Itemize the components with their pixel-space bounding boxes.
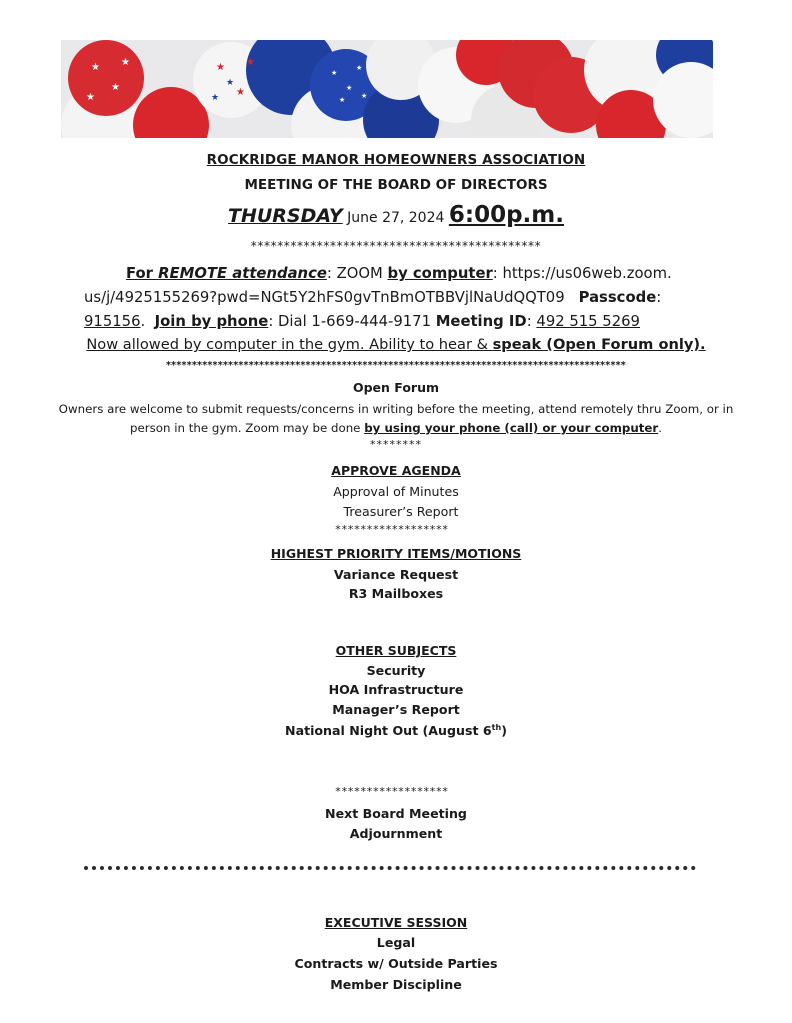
other-subjects-title: OTHER SUBJECTS xyxy=(335,643,457,658)
svg-text:★: ★ xyxy=(339,96,346,104)
in-person-notice: Now allowed by computer in the gym. Ability to hear & speak (Open Forum only). xyxy=(86,336,706,353)
svg-text:★: ★ xyxy=(111,82,120,93)
priority-item: Variance Request xyxy=(333,567,459,582)
svg-text:★: ★ xyxy=(91,62,100,73)
open-forum-text: Owners are welcome to submit requests/concerns in writing before the meeting, attend remotely thru Zoom, or in person in the gym. Zoom may be done by using your phone (call) or your computer. xyxy=(58,402,734,435)
join-by-phone-label: Join by phone xyxy=(154,313,269,330)
svg-text:★: ★ xyxy=(356,64,363,72)
star-divider: ****************** xyxy=(335,785,449,798)
svg-text:★: ★ xyxy=(346,84,353,92)
star-divider: ****************** xyxy=(335,523,449,536)
svg-text:★: ★ xyxy=(211,93,220,103)
meeting-dateline xyxy=(0,202,792,228)
dial-number: : Dial 1-669-444-9171 xyxy=(268,313,436,330)
svg-text:★: ★ xyxy=(216,62,225,73)
svg-text:★: ★ xyxy=(331,69,338,77)
next-meeting-item: Next Board Meeting xyxy=(325,806,467,821)
meeting-id-value: 492 515 5269 xyxy=(536,313,640,330)
other-item-national-night-out: National Night Out (August 6th) xyxy=(285,723,507,739)
star-divider: ******************************************** xyxy=(250,239,542,253)
dotted-separator xyxy=(84,866,696,870)
meeting-date: June 27, 2024 xyxy=(347,210,445,226)
priority-title: HIGHEST PRIORITY ITEMS/MOTIONS xyxy=(270,546,522,561)
svg-text:★: ★ xyxy=(236,87,245,98)
adjournment-item: Adjournment xyxy=(349,826,443,841)
balloons-image xyxy=(61,40,713,138)
priority-item: R3 Mailboxes xyxy=(348,586,444,601)
passcode-label: Passcode xyxy=(578,289,657,306)
executive-item: Member Discipline xyxy=(330,977,462,992)
svg-text:★: ★ xyxy=(226,78,235,88)
svg-text:★: ★ xyxy=(246,57,255,68)
svg-text:★: ★ xyxy=(121,57,130,68)
open-forum-title: Open Forum xyxy=(352,380,439,395)
meeting-day: THURSDAY xyxy=(228,205,343,227)
executive-item: Legal xyxy=(376,935,416,950)
other-item: Manager’s Report xyxy=(332,702,460,717)
zoom-url[interactable]: : https://us06web.zoom. xyxy=(492,265,672,282)
by-computer-label: by computer xyxy=(387,265,493,282)
executive-session-title: EXECUTIVE SESSION xyxy=(324,915,468,930)
approve-agenda-title: APPROVE AGENDA xyxy=(331,463,461,478)
star-divider-short: ******** xyxy=(370,438,422,451)
meeting-time: 6:00p.m. xyxy=(448,202,564,228)
agenda-item: Treasurer’s Report xyxy=(343,504,459,519)
other-item: Security xyxy=(366,663,426,678)
zoom-url-cont[interactable]: us/j/4925155269?pwd=NGt5Y2hFS0gvTnBmOTBBVjlNaUdQQT09 xyxy=(84,289,565,306)
balloon-banner xyxy=(61,40,713,138)
association-title: ROCKRIDGE MANOR HOMEOWNERS ASSOCIATION xyxy=(206,152,586,168)
meeting-title: MEETING OF THE BOARD OF DIRECTORS xyxy=(244,177,548,193)
other-item: HOA Infrastructure xyxy=(328,682,464,697)
remote-label: For REMOTE attendance xyxy=(126,265,327,282)
remote-attendance-block: For REMOTE attendance: ZOOM by computer: https://us06web.zoom. us/j/4925155269?pwd=NGt5Y2hFS0gvTnBmOTBBVjlNaUdQQT09 Passcode: 915156. Join by phone: Dial 1-669-444-9171 Meeting ID: 492 515 5269 xyxy=(84,265,672,330)
svg-text:★: ★ xyxy=(361,92,368,100)
star-divider-long: ***************************************************************************************** xyxy=(166,360,626,371)
agenda-item: Approval of Minutes xyxy=(333,484,459,499)
meeting-id-label: Meeting ID xyxy=(435,313,527,330)
passcode-value: 915156 xyxy=(84,313,141,330)
svg-text:★: ★ xyxy=(86,92,95,103)
executive-item: Contracts w/ Outside Parties xyxy=(294,956,498,971)
